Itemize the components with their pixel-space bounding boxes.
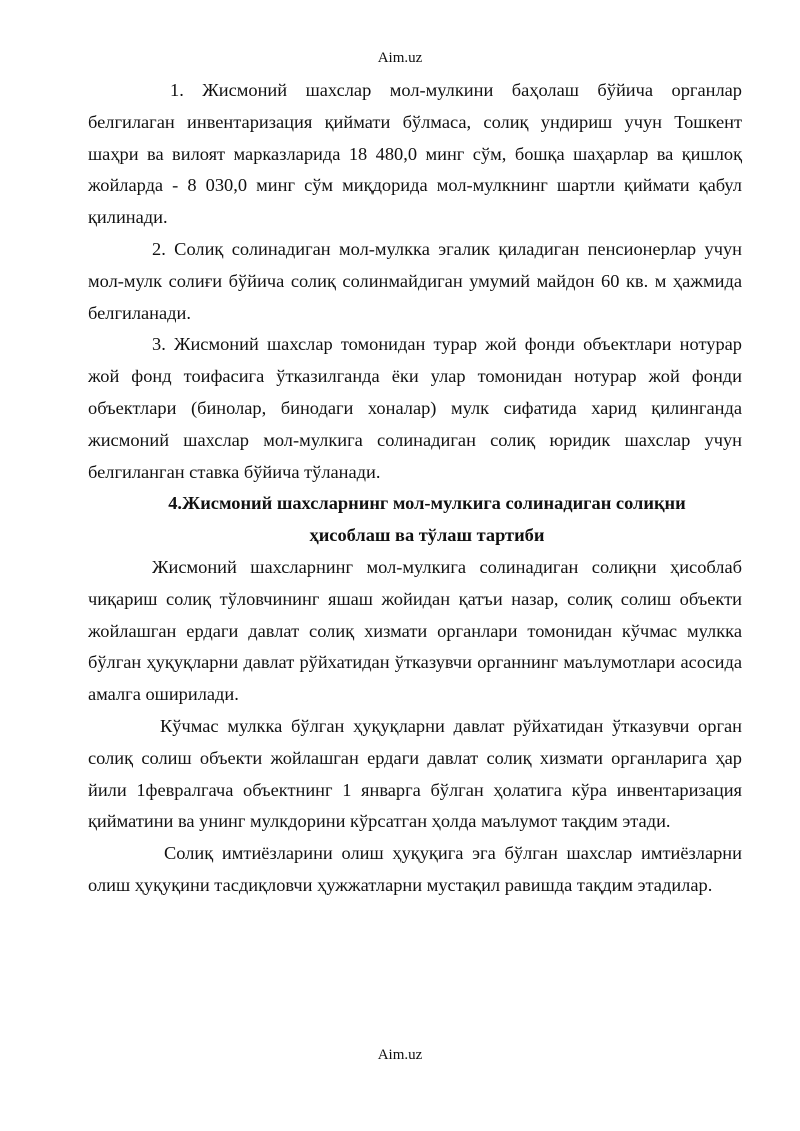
paragraph-5: Кўчмас мулкка бўлган ҳуқуқларни давлат рўйхатидан ўтказувчи орган солиқ солиш объекти жойлашган ердаги давлат солиқ хизмати органларига ҳар йили 1февралгача объектнинг 1 январга бўлган ҳолатига кўра инвентаризация қийматини ва унинг мулкдорини кўрсатган ҳолда маълумот тақдим этади. (88, 715, 742, 832)
paragraph-2: 2. Солиқ солинадиган мол-мулкка эгалик қиладиган пенсионерлар учун мол-мулк солиғи бўйича солиқ солинмайдиган умумий майдон 60 кв. м ҳажмида белгиланади. (88, 238, 742, 323)
section-heading (88, 488, 742, 552)
paragraph-4: Жисмоний шахсларнинг мол-мулкига солинадиган солиқни ҳисоблаб чиқариш солиқ тўловчининг яшаш жойидан қатъи назар, солиқ солиш объекти жойлашган ердаги давлат солиқ хизмати органлари томонидан кўчмас мулкка бўлган ҳуқуқларни давлат рўйхатидан ўтказувчи органнинг маълумотлари асосида амалга оширилади. (88, 556, 742, 705)
paragraph-1: 1. Жисмоний шахслар мол-мулкини баҳолаш бўйича органлар белгилаган инвентаризация қиймати бўлмаса, солиқ ундириш учун Тошкент шаҳри ва вилоят марказларида 18 480,0 минг сўм, бошқа шаҳарлар ва қишлоқ жойларда - 8 030,0 минг сўм миқдорида мол-мулкнинг шартли қиймати қабул қилинади. (88, 80, 742, 228)
document-body (88, 75, 742, 902)
paragraph-6: Солиқ имтиёзларини олиш ҳуқуқига эга бўлган шахслар имтиёзларни олиш ҳуқуқини тасдиқловчи ҳужжатларни мустақил равишда тақдим этадилар. (88, 843, 742, 895)
section-heading-line-2: ҳисоблаш ва тўлаш тартиби (309, 525, 545, 546)
page-footer: Aim.uz (377, 1047, 423, 1063)
page-header: Aim.uz (377, 50, 423, 66)
paragraph-3: 3. Жисмоний шахслар томонидан турар жой фонди объектлари нотурар жой фонд тоифасига ўтказилганда ёки улар томонидан нотурар жой фонди объектлари (бинолар, бинодаги хоналар) мулк сифатида харид қилинганда жисмоний шахслар мол-мулкига солинадиган солиқ юридик шахслар учун белгиланган ставка бўйича тўланади. (88, 334, 742, 482)
section-heading-line-1: 4.Жисмоний шахсларнинг мол-мулкига солинадиган солиқни (168, 493, 686, 514)
